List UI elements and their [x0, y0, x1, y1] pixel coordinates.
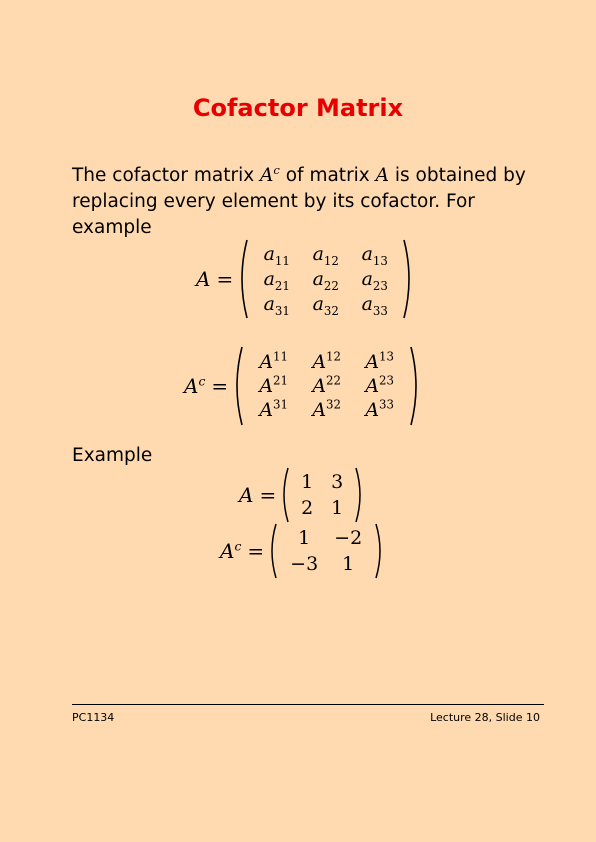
intro-text-1: The cofactor matrix — [72, 165, 261, 186]
symbol-Ac-superscript: c — [273, 162, 280, 177]
lhs-symbol: A — [239, 483, 254, 507]
matrix-entry: −2 — [334, 527, 363, 549]
matrix-entry — [353, 375, 406, 397]
left-parenthesis — [235, 238, 249, 320]
entry-superscript: 31 — [273, 397, 289, 412]
lhs-base: A — [220, 539, 235, 563]
entry-symbol: A — [312, 351, 327, 373]
matrix-entry — [350, 268, 399, 293]
entry-subscript: 23 — [372, 278, 388, 293]
entry-superscript: 12 — [326, 349, 342, 364]
matrix-entry: 1 — [301, 471, 314, 493]
entry-symbol: a — [312, 268, 324, 290]
symbol-Ac-base: A — [260, 165, 274, 186]
matrix-entry: −3 — [290, 553, 319, 575]
lhs-base: A — [184, 374, 199, 398]
matrix-entry — [301, 293, 350, 318]
intro-text-3: is obtained by replacing every element by its cofactor. For example — [72, 165, 526, 238]
entry-symbol: a — [361, 293, 373, 315]
entry-superscript: 13 — [379, 349, 395, 364]
entry-symbol: a — [361, 268, 373, 290]
entry-symbol: A — [259, 399, 274, 421]
matrix-general-Ac — [244, 350, 409, 422]
equation-lhs — [184, 374, 230, 398]
left-parenthesis — [278, 466, 290, 524]
matrix-entry — [350, 293, 399, 318]
matrix-entry — [300, 375, 353, 397]
lhs-superscript: c — [198, 373, 206, 389]
intro-paragraph — [72, 163, 542, 241]
symbol-A: A — [375, 165, 390, 186]
matrix-entry — [252, 293, 301, 318]
entry-symbol: A — [365, 399, 380, 421]
left-parenthesis — [266, 522, 278, 580]
matrix-example-A — [290, 469, 354, 521]
footer-course-code: PC1134 — [72, 711, 115, 724]
equation-example-A — [239, 466, 366, 524]
lhs-superscript: c — [234, 538, 242, 554]
matrix-entry: 1 — [331, 497, 344, 519]
right-parenthesis — [402, 238, 416, 320]
symbol-Ac — [260, 162, 280, 186]
entry-symbol: a — [312, 293, 324, 315]
entry-superscript: 22 — [326, 373, 342, 388]
lhs-symbol: A — [196, 267, 211, 291]
entry-subscript: 33 — [372, 303, 388, 318]
matrix-entry — [353, 351, 406, 373]
matrix-entry — [247, 375, 300, 397]
right-parenthesis — [354, 466, 366, 524]
entry-subscript: 32 — [323, 303, 339, 318]
lhs-symbol — [184, 374, 205, 398]
entry-symbol: a — [263, 293, 275, 315]
entry-subscript: 31 — [274, 303, 290, 318]
matrix-entry — [252, 268, 301, 293]
entry-subscript: 11 — [274, 253, 290, 268]
entry-symbol: A — [312, 375, 327, 397]
right-parenthesis — [374, 522, 386, 580]
example-label: Example — [72, 445, 153, 466]
entry-subscript: 22 — [323, 278, 339, 293]
slide-title: Cofactor Matrix — [192, 94, 404, 122]
entry-superscript: 21 — [273, 373, 289, 388]
entry-superscript: 11 — [273, 349, 289, 364]
left-parenthesis — [230, 345, 244, 427]
entry-superscript: 23 — [379, 373, 395, 388]
equals-sign: = — [259, 483, 277, 507]
matrix-entry — [301, 268, 350, 293]
equation-example-Ac — [220, 522, 386, 580]
equation-general-Ac — [184, 345, 423, 427]
entry-symbol: A — [365, 351, 380, 373]
entry-subscript: 13 — [372, 253, 388, 268]
entry-superscript: 33 — [379, 397, 395, 412]
entry-subscript: 12 — [323, 253, 339, 268]
matrix-entry — [300, 351, 353, 373]
matrix-entry: 2 — [301, 497, 314, 519]
entry-symbol: A — [365, 375, 380, 397]
footer-rule — [72, 704, 544, 705]
matrix-entry — [301, 243, 350, 268]
matrix-entry — [247, 351, 300, 373]
equation-general-A — [196, 238, 416, 320]
entry-symbol: a — [361, 243, 373, 265]
entry-symbol: A — [259, 375, 274, 397]
equals-sign: = — [247, 539, 265, 563]
entry-superscript: 32 — [326, 397, 342, 412]
entry-symbol: a — [263, 268, 275, 290]
equals-sign: = — [211, 374, 229, 398]
equation-lhs — [220, 539, 266, 563]
footer-slide-number: Lecture 28, Slide 10 — [430, 711, 540, 724]
matrix-entry — [252, 243, 301, 268]
entry-symbol: A — [259, 351, 274, 373]
matrix-entry: 3 — [331, 471, 344, 493]
entry-symbol: a — [312, 243, 324, 265]
equals-sign: = — [216, 267, 234, 291]
entry-symbol: A — [312, 399, 327, 421]
entry-subscript: 21 — [274, 278, 290, 293]
matrix-entry — [300, 399, 353, 421]
entry-symbol: a — [263, 243, 275, 265]
matrix-entry — [353, 399, 406, 421]
equation-lhs — [196, 267, 235, 291]
right-parenthesis — [409, 345, 423, 427]
matrix-entry — [247, 399, 300, 421]
equation-lhs — [239, 483, 278, 507]
matrix-entry: 1 — [342, 553, 355, 575]
matrix-general-A — [249, 242, 402, 317]
matrix-entry: 1 — [298, 527, 311, 549]
matrix-entry — [350, 243, 399, 268]
intro-text-2: of matrix — [279, 165, 376, 186]
lhs-symbol — [220, 539, 241, 563]
matrix-example-Ac — [278, 525, 374, 577]
